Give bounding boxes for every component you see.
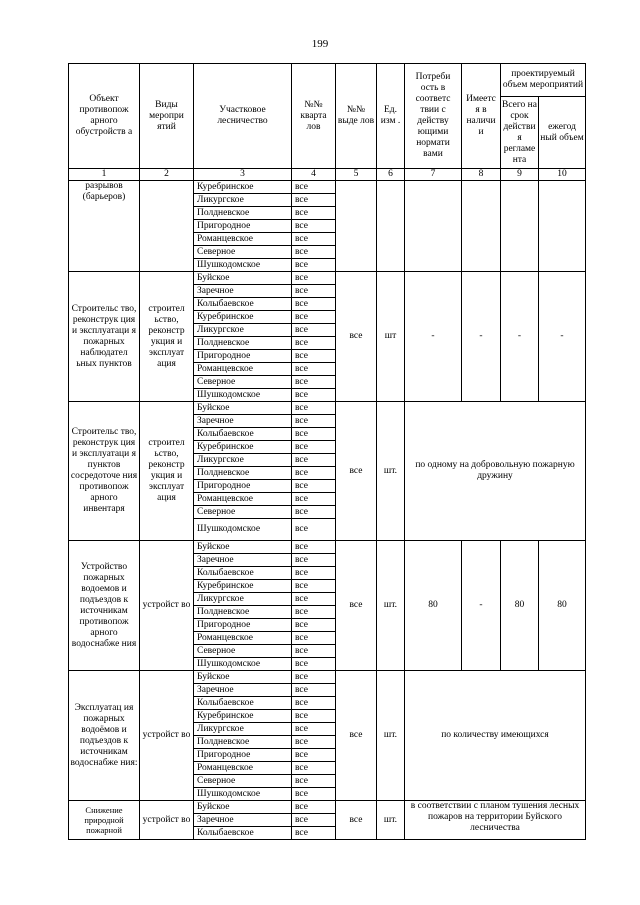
- forestry-cell: Пригородное: [194, 749, 292, 762]
- header-vydel: №№ выде лов: [336, 64, 377, 169]
- vydel-cell: все: [336, 272, 377, 402]
- type-cell: устройст во: [140, 671, 194, 801]
- quarters-cell: все: [292, 506, 336, 519]
- quarters-cell: все: [292, 454, 336, 467]
- quarters-cell: все: [292, 632, 336, 645]
- quarters-cell: все: [292, 827, 336, 840]
- forestry-cell: Буйское: [194, 801, 292, 814]
- object-cell: Устройство пожарных водоемов и подъездов к источникам противопож арного водоснабже ния: [69, 541, 140, 671]
- forestry-cell: Заречное: [194, 684, 292, 697]
- col-num: 1: [69, 169, 140, 181]
- table-row: [69, 801, 586, 814]
- header-total: Всего на срок действи я регламе нта: [501, 97, 539, 169]
- quarters-cell: все: [292, 775, 336, 788]
- quarters-cell: все: [292, 671, 336, 684]
- quarters-cell: все: [292, 350, 336, 363]
- quarters-cell: все: [292, 428, 336, 441]
- col-num: 8: [462, 169, 501, 181]
- vydel-cell: все: [336, 801, 377, 840]
- forestry-cell: Буйское: [194, 671, 292, 684]
- quarters-cell: все: [292, 801, 336, 814]
- forestry-cell: Северное: [194, 775, 292, 788]
- unit-cell: шт.: [377, 541, 405, 671]
- fire-prevention-table: [68, 63, 586, 840]
- table-row: [69, 272, 586, 285]
- quarters-cell: все: [292, 376, 336, 389]
- vydel-cell: все: [336, 671, 377, 801]
- forestry-cell: Полдневское: [194, 337, 292, 350]
- forestry-cell: Заречное: [194, 554, 292, 567]
- quarters-cell: все: [292, 285, 336, 298]
- total-cell: -: [501, 272, 539, 402]
- forestry-cell: Шушкодомское: [194, 519, 292, 541]
- col-num: 5: [336, 169, 377, 181]
- have-cell: -: [462, 541, 501, 671]
- quarters-cell: все: [292, 723, 336, 736]
- object-cell: Эксплуатац ия пожарных водоёмов и подъездов к источникам водоснабже ния:: [69, 671, 140, 801]
- table-row: [69, 671, 586, 684]
- merged-note-cell: в соответствии с планом тушения лесных пожаров на территории Буйского лесничества: [405, 801, 586, 840]
- forestry-cell: Колыбаевское: [194, 697, 292, 710]
- forestry-cell: Куребринское: [194, 181, 292, 194]
- header-object: Объект противопож арного обустройств а: [69, 64, 140, 169]
- quarters-cell: все: [292, 645, 336, 658]
- forestry-cell: Полдневское: [194, 736, 292, 749]
- header-need: Потреби ость в соответс твии с действу ющими нормати вами: [405, 64, 462, 169]
- type-cell: строител ьство, реконстр укция и эксплуат ация: [140, 402, 194, 541]
- forestry-cell: Романцевское: [194, 363, 292, 376]
- quarters-cell: все: [292, 220, 336, 233]
- type-cell: [140, 181, 194, 272]
- quarters-cell: все: [292, 684, 336, 697]
- forestry-cell: Заречное: [194, 285, 292, 298]
- quarters-cell: все: [292, 619, 336, 632]
- unit-cell: шт.: [377, 801, 405, 840]
- forestry-cell: Романцевское: [194, 632, 292, 645]
- header-quarters: №№ кварта лов: [292, 64, 336, 169]
- header-unit: Ед. изм .: [377, 64, 405, 169]
- need-cell: -: [405, 272, 462, 402]
- header-have: Имеетс я в наличи и: [462, 64, 501, 169]
- quarters-cell: все: [292, 480, 336, 493]
- forestry-cell: Шушкодомское: [194, 389, 292, 402]
- forestry-cell: Романцевское: [194, 762, 292, 775]
- unit-cell: [377, 181, 405, 272]
- header-type: Виды меропри ятий: [140, 64, 194, 169]
- object-cell: Снижение природной пожарной: [69, 801, 140, 840]
- type-cell: строител ьство, реконстр укция и эксплуат ация: [140, 272, 194, 402]
- forestry-cell: Полдневское: [194, 467, 292, 480]
- merged-note-cell: по количеству имеющихся: [405, 671, 586, 801]
- quarters-cell: все: [292, 580, 336, 593]
- quarters-cell: все: [292, 207, 336, 220]
- quarters-cell: все: [292, 749, 336, 762]
- forestry-cell: Колыбаевское: [194, 298, 292, 311]
- forestry-cell: Полдневское: [194, 207, 292, 220]
- quarters-cell: все: [292, 246, 336, 259]
- have-cell: [462, 181, 501, 272]
- quarters-cell: все: [292, 415, 336, 428]
- forestry-cell: Буйское: [194, 402, 292, 415]
- type-cell: устройст во: [140, 541, 194, 671]
- quarters-cell: все: [292, 814, 336, 827]
- forestry-cell: Северное: [194, 645, 292, 658]
- quarters-cell: все: [292, 467, 336, 480]
- forestry-cell: Колыбаевское: [194, 827, 292, 840]
- quarters-cell: все: [292, 493, 336, 506]
- object-cell: Строительс тво, реконструк ция и эксплуатаци я пожарных наблюдател ьных пунктов: [69, 272, 140, 402]
- quarters-cell: все: [292, 389, 336, 402]
- forestry-cell: Северное: [194, 246, 292, 259]
- annual-cell: -: [539, 272, 586, 402]
- quarters-cell: все: [292, 593, 336, 606]
- quarters-cell: все: [292, 788, 336, 801]
- quarters-cell: все: [292, 337, 336, 350]
- forestry-cell: Колыбаевское: [194, 567, 292, 580]
- forestry-cell: Куребринское: [194, 311, 292, 324]
- vydel-cell: все: [336, 402, 377, 541]
- object-cell: разрывов (барьеров): [69, 181, 140, 272]
- forestry-cell: Куребринское: [194, 580, 292, 593]
- table-row: [69, 541, 586, 554]
- col-num: 3: [194, 169, 292, 181]
- quarters-cell: все: [292, 697, 336, 710]
- quarters-cell: все: [292, 272, 336, 285]
- forestry-cell: Ликургское: [194, 593, 292, 606]
- forestry-cell: Северное: [194, 506, 292, 519]
- quarters-cell: все: [292, 441, 336, 454]
- quarters-cell: все: [292, 606, 336, 619]
- quarters-cell: все: [292, 324, 336, 337]
- page-number: 199: [311, 38, 329, 50]
- forestry-cell: Шушкодомское: [194, 259, 292, 272]
- header-planned: проектируемый объем мероприятий: [501, 64, 586, 97]
- vydel-cell: [336, 181, 377, 272]
- have-cell: -: [462, 272, 501, 402]
- col-num: 9: [501, 169, 539, 181]
- quarters-cell: все: [292, 259, 336, 272]
- forestry-cell: Заречное: [194, 814, 292, 827]
- forestry-cell: Пригородное: [194, 220, 292, 233]
- quarters-cell: все: [292, 710, 336, 723]
- column-number-row: [69, 169, 586, 181]
- quarters-cell: все: [292, 567, 336, 580]
- col-num: 10: [539, 169, 586, 181]
- quarters-cell: все: [292, 554, 336, 567]
- forestry-cell: Куребринское: [194, 441, 292, 454]
- forestry-cell: Ликургское: [194, 723, 292, 736]
- type-cell: устройст во: [140, 801, 194, 840]
- quarters-cell: все: [292, 311, 336, 324]
- quarters-cell: все: [292, 194, 336, 207]
- total-cell: [501, 181, 539, 272]
- forestry-cell: Северное: [194, 376, 292, 389]
- forestry-cell: Романцевское: [194, 493, 292, 506]
- quarters-cell: все: [292, 762, 336, 775]
- unit-cell: шт.: [377, 671, 405, 801]
- forestry-cell: Ликургское: [194, 324, 292, 337]
- quarters-cell: все: [292, 541, 336, 554]
- forestry-cell: Пригородное: [194, 350, 292, 363]
- col-num: 4: [292, 169, 336, 181]
- table-row: [69, 181, 586, 194]
- annual-cell: [539, 181, 586, 272]
- header-annual: ежегод ный объем: [539, 97, 586, 169]
- quarters-cell: все: [292, 402, 336, 415]
- unit-cell: шт: [377, 272, 405, 402]
- header-forestry: Участковое лесничество: [194, 64, 292, 169]
- forestry-cell: Шушкодомское: [194, 788, 292, 801]
- forestry-cell: Полдневское: [194, 606, 292, 619]
- vydel-cell: все: [336, 541, 377, 671]
- merged-note-cell: по одному на добровольную пожарную дружину: [405, 402, 586, 541]
- quarters-cell: все: [292, 519, 336, 541]
- col-num: 7: [405, 169, 462, 181]
- forestry-cell: Шушкодомское: [194, 658, 292, 671]
- quarters-cell: все: [292, 233, 336, 246]
- forestry-cell: Заречное: [194, 415, 292, 428]
- need-cell: [405, 181, 462, 272]
- total-cell: 80: [501, 541, 539, 671]
- quarters-cell: все: [292, 736, 336, 749]
- forestry-cell: Ликургское: [194, 454, 292, 467]
- forestry-cell: Романцевское: [194, 233, 292, 246]
- quarters-cell: все: [292, 298, 336, 311]
- quarters-cell: все: [292, 181, 336, 194]
- annual-cell: 80: [539, 541, 586, 671]
- forestry-cell: Колыбаевское: [194, 428, 292, 441]
- quarters-cell: все: [292, 658, 336, 671]
- col-num: 6: [377, 169, 405, 181]
- quarters-cell: все: [292, 363, 336, 376]
- object-cell: Строительс тво, реконструк ция и эксплуатаци я пунктов сосредоточе ния противопож арного инвентаря: [69, 402, 140, 541]
- unit-cell: шт.: [377, 402, 405, 541]
- col-num: 2: [140, 169, 194, 181]
- forestry-cell: Ликургское: [194, 194, 292, 207]
- forestry-cell: Пригородное: [194, 480, 292, 493]
- forestry-cell: Куребринское: [194, 710, 292, 723]
- forestry-cell: Пригородное: [194, 619, 292, 632]
- forestry-cell: Буйское: [194, 541, 292, 554]
- need-cell: 80: [405, 541, 462, 671]
- forestry-cell: Буйское: [194, 272, 292, 285]
- table-row: [69, 402, 586, 415]
